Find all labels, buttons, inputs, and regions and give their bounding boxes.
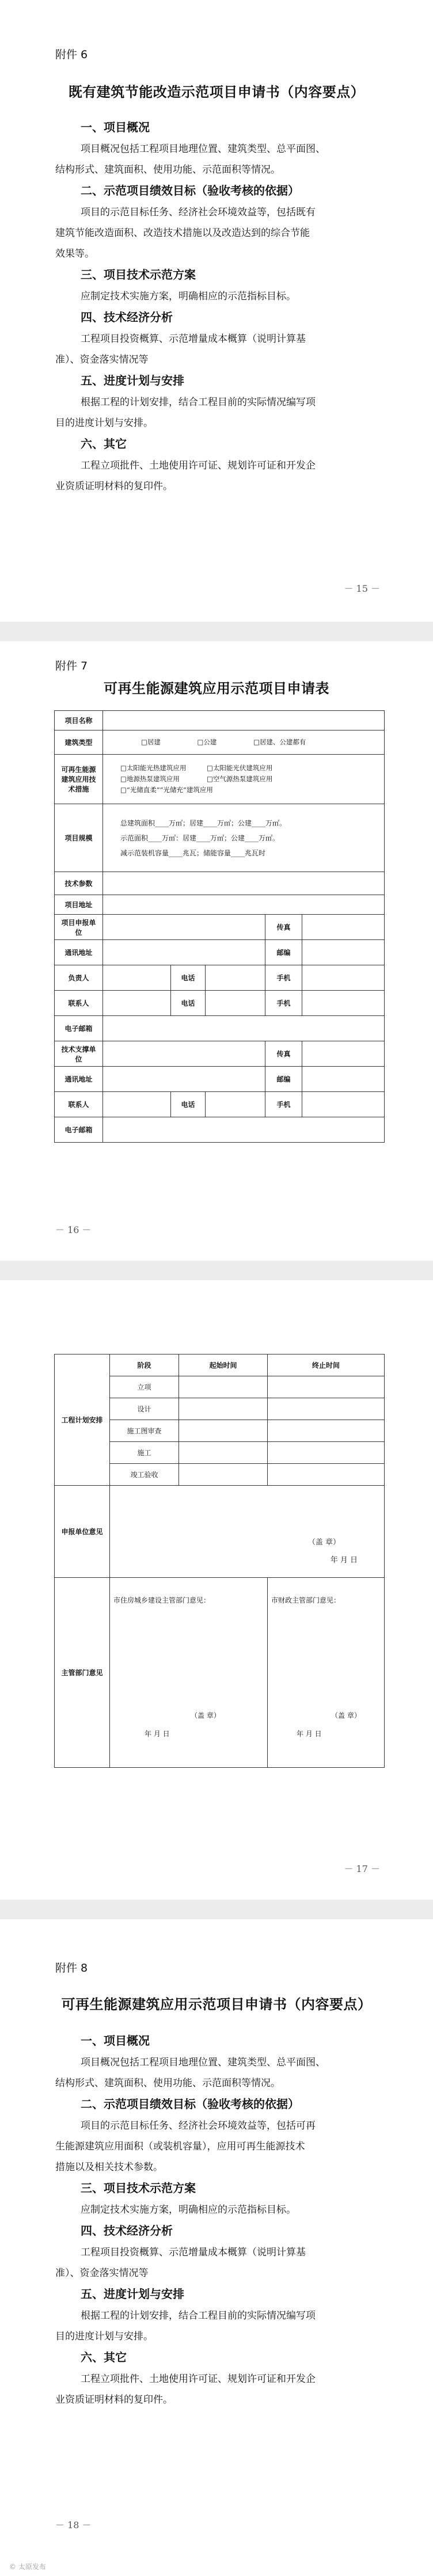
housing-dept-date: 年 月 日 <box>145 1730 170 1738</box>
label-phone: 电话 <box>171 965 206 991</box>
label-schedule: 工程计划安排 <box>55 1354 110 1486</box>
option-ground-source[interactable]: □地源热泵建筑应用 <box>120 775 180 783</box>
label-scale: 项目规模 <box>55 804 103 872</box>
label-fax: 传真 <box>265 915 302 940</box>
paragraph-line: 工程项目投资概算、示范增量成本概算（说明计算基 <box>81 2247 306 2258</box>
paragraph-line: 项目概况包括工程项目地理位置、建筑类型、总平面图、 <box>81 143 325 155</box>
input-contact-mobile[interactable] <box>302 991 385 1016</box>
input-support-address[interactable] <box>103 1067 265 1092</box>
scale-line-capacity: 减示范装机容量____兆瓦；储能容量____兆瓦时 <box>120 848 266 857</box>
input-support-postcode[interactable] <box>302 1067 385 1092</box>
input-tech-params[interactable] <box>103 872 385 895</box>
input-leader-mobile[interactable] <box>302 965 385 991</box>
paragraph-line: 措施以及相关技术参数。 <box>55 2162 163 2173</box>
paragraph-line: 目的进度计划与安排。 <box>55 417 153 429</box>
section-heading: 四、技术经济分析 <box>81 310 173 324</box>
scale-fields[interactable] <box>103 804 385 872</box>
paragraph-line: 业资质证明材料的复印件。 <box>55 2394 173 2406</box>
section-paragraph <box>55 2115 383 2178</box>
input-support-contact[interactable] <box>103 1092 171 1117</box>
label-address: 项目地址 <box>55 895 103 915</box>
finance-dept-opinion[interactable] <box>268 1578 385 1768</box>
page-18 <box>0 1919 433 2576</box>
paragraph-line: 业资质证明材料的复印件。 <box>55 481 173 492</box>
label-mobile: 手机 <box>265 1092 302 1117</box>
page-number: － 17 － <box>344 1863 380 1874</box>
section-heading: 六、其它 <box>81 2350 127 2364</box>
schedule-opinion-table <box>54 1354 385 1768</box>
section-paragraph <box>55 2200 383 2220</box>
paragraph-line: 结构形式、建筑面积、使用功能、示范面积等情况。 <box>55 2077 280 2089</box>
section-heading: 四、技术经济分析 <box>81 2224 173 2238</box>
input-fax[interactable] <box>302 915 385 940</box>
stage-acceptance: 竣工验收 <box>110 1464 179 1486</box>
section-heading: 三、项目技术示范方案 <box>81 2181 196 2195</box>
label-contact: 联系人 <box>55 1092 103 1117</box>
section-paragraph <box>55 392 383 433</box>
page-number: － 18 － <box>55 2520 92 2531</box>
input-support-mobile[interactable] <box>302 1092 385 1117</box>
page-title: 可再生能源建筑应用示范项目申请表 <box>104 680 329 697</box>
input-applicant[interactable] <box>103 915 265 940</box>
header-stage: 阶段 <box>110 1354 179 1376</box>
input-end[interactable] <box>268 1442 385 1464</box>
scale-line-total: 总建筑面积____万㎡；居建____万㎡；公建____万㎡。 <box>120 819 287 827</box>
watermark: © 太原发布 <box>9 2563 46 2571</box>
page-number: － 15 － <box>344 583 380 594</box>
input-leader-phone[interactable] <box>206 965 265 991</box>
label-postcode: 邮编 <box>265 1067 302 1092</box>
header-start: 起始时间 <box>179 1354 268 1376</box>
input-address[interactable] <box>103 895 385 915</box>
label-leader: 负责人 <box>55 965 103 991</box>
label-email: 电子邮箱 <box>55 1016 103 1041</box>
section-paragraph <box>55 139 383 180</box>
page-separator <box>0 1900 433 1919</box>
option-residential[interactable]: □居建 <box>141 738 161 746</box>
paragraph-line: 工程立项批件、土地使用许可证、规划许可证和开发企 <box>81 2373 316 2385</box>
section-paragraph <box>55 2052 383 2094</box>
stage-construction: 施工 <box>110 1442 179 1464</box>
building-type-options <box>103 730 385 755</box>
label-postcode: 邮编 <box>265 940 302 965</box>
input-support-phone[interactable] <box>206 1092 265 1117</box>
input-leader[interactable] <box>103 965 171 991</box>
paragraph-line: 生能源建筑应用面积（或装机容量），应用可再生能源技术 <box>55 2141 305 2152</box>
label-support-unit: 技术支撑单位 <box>55 1041 103 1067</box>
tech-measure-options <box>103 755 385 804</box>
page-title: 可再生能源建筑应用示范项目申请书（内容要点） <box>61 1996 372 2012</box>
label-authority-opinion: 主管部门意见 <box>55 1578 110 1768</box>
input-postcode[interactable] <box>302 940 385 965</box>
finance-dept-date: 年 月 日 <box>297 1730 322 1738</box>
page-16 <box>0 641 433 1261</box>
housing-dept-opinion[interactable] <box>110 1578 268 1768</box>
paragraph-line: 工程立项批件、土地使用许可证、规划许可证和开发企 <box>81 460 316 471</box>
label-email: 电子邮箱 <box>55 1117 103 1143</box>
label-mobile: 手机 <box>265 965 302 991</box>
section-heading: 二、示范项目绩效目标（验收考核的依据） <box>81 2097 299 2111</box>
paragraph-line: 项目概况包括工程项目地理位置、建筑类型、总平面图、 <box>81 2057 325 2068</box>
section-paragraph <box>55 202 383 264</box>
paragraph-line: 根据工程的计划安排，结合工程目前的实际情况编写项 <box>81 2310 316 2322</box>
paragraph-line: 准）、资金落实情况等 <box>55 2267 149 2279</box>
input-support-fax[interactable] <box>302 1041 385 1067</box>
paragraph-line: 建筑节能改造面积、改造技术措施以及改造达到的综合节能 <box>55 227 310 239</box>
section-heading: 六、其它 <box>81 437 127 451</box>
input-end[interactable] <box>268 1398 385 1420</box>
paragraph-line: 目的进度计划与安排。 <box>55 2331 153 2342</box>
section-heading: 一、项目概况 <box>81 120 150 134</box>
annex-label: 附件 7 <box>55 660 88 672</box>
stage-drawing-review: 施工图审查 <box>110 1420 179 1442</box>
option-pedf[interactable]: □“光储直柔”“光储充”建筑应用 <box>120 786 213 794</box>
input-email[interactable] <box>103 1016 385 1041</box>
label-building-type: 建筑类型 <box>55 730 103 755</box>
label-postal-address: 通讯地址 <box>55 940 103 965</box>
housing-dept-label: 市住房城乡建设主管部门意见： <box>113 1596 211 1604</box>
label-mobile: 手机 <box>265 991 302 1016</box>
label-tech-params: 技术参数 <box>55 872 103 895</box>
input-contact-phone[interactable] <box>206 991 265 1016</box>
paragraph-line: 根据工程的计划安排，结合工程目前的实际情况编写项 <box>81 397 316 408</box>
input-start[interactable] <box>179 1442 268 1464</box>
input-end[interactable] <box>268 1376 385 1398</box>
input-contact[interactable] <box>103 991 171 1016</box>
section-heading: 五、进度计划与安排 <box>81 2287 184 2301</box>
page-15 <box>0 0 433 622</box>
application-form-table <box>54 710 385 1143</box>
input-start[interactable] <box>179 1398 268 1420</box>
paragraph-line: 项目的示范目标任务、经济社会环境效益等，包括既有 <box>81 207 316 218</box>
paragraph-line: 应制定技术实施方案，明确相应的示范指标目标。 <box>81 291 296 302</box>
section-paragraph <box>55 2305 383 2347</box>
paragraph-line: 应制定技术实施方案，明确相应的示范指标目标。 <box>81 2204 296 2216</box>
finance-dept-seal: （盖 章） <box>331 1711 361 1719</box>
option-public[interactable]: □公建 <box>197 738 217 746</box>
paragraph-line: 工程项目投资概算、示范增量成本概算（说明计算基 <box>81 333 306 345</box>
label-applicant: 项目申报单位 <box>55 915 103 940</box>
input-postal-address[interactable] <box>103 940 265 965</box>
applicant-seal: （盖 章） <box>307 1538 340 1547</box>
section-heading: 二、示范项目绩效目标（验收考核的依据） <box>81 184 299 197</box>
input-support-email[interactable] <box>103 1117 385 1143</box>
input-project-name[interactable] <box>103 711 385 730</box>
page-separator <box>0 622 433 641</box>
page-17 <box>0 1280 433 1900</box>
stage-design: 设计 <box>110 1398 179 1420</box>
label-project-name: 项目名称 <box>55 711 103 730</box>
housing-dept-seal: （盖 章） <box>191 1711 221 1719</box>
input-start[interactable] <box>179 1376 268 1398</box>
stage-approval: 立项 <box>110 1376 179 1398</box>
section-paragraph <box>55 329 383 370</box>
section-heading: 一、项目概况 <box>81 2034 150 2048</box>
label-phone: 电话 <box>171 1092 206 1117</box>
annex-label: 附件 8 <box>55 1962 88 1974</box>
input-support-unit[interactable] <box>103 1041 265 1067</box>
input-end[interactable] <box>268 1464 385 1486</box>
page-separator <box>0 1261 433 1280</box>
applicant-opinion-field[interactable] <box>110 1486 385 1578</box>
label-phone: 电话 <box>171 991 206 1016</box>
section-paragraph <box>55 286 383 307</box>
input-end[interactable] <box>268 1420 385 1442</box>
applicant-date: 年 月 日 <box>330 1556 358 1565</box>
input-start[interactable] <box>179 1464 268 1486</box>
paragraph-line: 准）、资金落实情况等 <box>55 354 149 366</box>
label-tech-measures: 可再生能源建筑应用技术措施 <box>55 755 103 804</box>
option-both[interactable]: □居建、公建都有 <box>253 738 306 746</box>
header-end: 终止时间 <box>268 1354 385 1376</box>
paragraph-line: 效果等。 <box>55 248 94 260</box>
page-number: － 16 － <box>55 1224 92 1235</box>
label-contact: 联系人 <box>55 991 103 1016</box>
section-heading: 五、进度计划与安排 <box>81 374 184 387</box>
label-postal-address: 通讯地址 <box>55 1067 103 1092</box>
paragraph-line: 项目的示范目标任务、经济社会环境效益等，包括可再 <box>81 2120 316 2132</box>
finance-dept-label: 市财政主管部门意见： <box>271 1596 341 1604</box>
input-start[interactable] <box>179 1420 268 1442</box>
section-paragraph <box>55 2242 383 2284</box>
option-solar-pv[interactable]: □太阳能光伏建筑应用 <box>207 764 273 772</box>
section-heading: 三、项目技术示范方案 <box>81 268 196 281</box>
label-fax: 传真 <box>265 1041 302 1067</box>
paragraph-line: 结构形式、建筑面积、使用功能、示范面积等情况。 <box>55 164 280 176</box>
option-solar-thermal[interactable]: □太阳能光热建筑应用 <box>120 764 187 772</box>
annex-label: 附件 6 <box>55 48 88 61</box>
label-applicant-opinion: 申报单位意见 <box>55 1486 110 1578</box>
page-title: 既有建筑节能改造示范项目申请书（内容要点） <box>68 83 365 100</box>
section-paragraph <box>55 455 383 497</box>
section-paragraph <box>55 2369 383 2410</box>
option-air-source[interactable]: □空气源热泵建筑应用 <box>207 775 273 783</box>
scale-line-demo: 示范面积____万㎡：居建____万㎡；公建____万㎡。 <box>120 834 280 842</box>
